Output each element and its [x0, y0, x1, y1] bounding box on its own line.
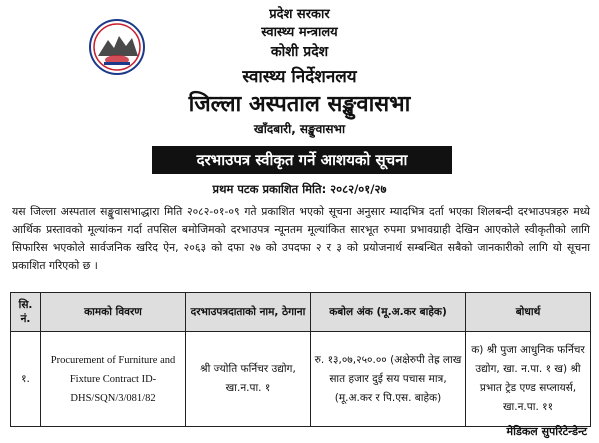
- header-directorate: स्वास्थ्य निर्देशनलय: [242, 67, 357, 87]
- col-header-remarks: बोधार्थ: [466, 293, 591, 332]
- bid-acceptance-table: [10, 292, 591, 427]
- cell-bidder-name: श्री ज्योति फर्निचर उद्योग, खा.न.पा. १: [186, 332, 311, 427]
- publish-date: प्रथम पटक प्रकाशित मिति: २०८२/०१/२७: [212, 182, 387, 196]
- header-province-govt: प्रदेश सरकार: [269, 7, 330, 22]
- cell-bid-amount: रु. १३,०७,२५०.०० (अक्षेरुपी तेह्र लाख सात हजार दुई सय पचास मात्र, (मू.अ.कर र पि.एस. बाहेक): [311, 332, 466, 427]
- notice-title-banner: दरभाउपत्र स्वीकृत गर्ने आशयको सूचना: [152, 146, 452, 174]
- col-header-amount: कबोल अंक (मू.अ.कर बाहेक): [311, 293, 466, 332]
- table-row: [11, 332, 591, 427]
- table-header-row: [11, 293, 591, 332]
- col-header-work: कामको विवरण: [41, 293, 186, 332]
- notice-body-text: यस जिल्ला अस्पताल सङ्खुवासभाद्धारा मिति २०८२-०१-०९ गते प्रकाशित भएको सूचना अनुसार म्यादभित्र दर्ता भएका शिलबन्दी दरभाउपत्रहरु मध्ये आर्थिक प्रस्तावको मूल्यांकन गर्दा तपसिल बमोजिमको दरभाउपत्र न्यूनतम मूल्यांकित सारभूत रुपमा प्रभावग्राही देखिन आएकोले स्वीकृतीको लागि सिफारिस भएकोले सार्वजनिक खरिद ऐन, २०६३ को दफा २७ को उपदफा २ र ३ को प्रयोजनार्थ सम्बन्धित सबैको जानकारीको लागि यो सूचना प्रकाशित गरिएको छ ।: [12, 205, 590, 272]
- header-ministry: स्वास्थ्य मन्त्रालय: [261, 25, 338, 40]
- header-address: खाँदबारी, सङ्खुवासभा: [253, 122, 346, 136]
- col-header-bidder: दरभाउपत्रदाताको नाम, ठेगाना: [186, 293, 311, 332]
- signatory-title: मेडिकल सुपरिटेन्डेन्ट: [506, 425, 587, 438]
- header-province-name: कोशी प्रदेश: [270, 44, 329, 60]
- cell-remarks: क) श्री पुजा आधुनिक फर्निचर उद्योग, खा. न.पा. १ ख) श्री प्रभात ट्रेड एण्ड सप्लायर्स, खा.न.पा. ११: [466, 332, 591, 427]
- cell-sn: १.: [11, 332, 41, 427]
- cell-work-description: Procurement of Furniture and Fixture Contract ID-DHS/SQN/3/081/82: [41, 332, 186, 427]
- header-hospital-name: जिल्ला अस्पताल सङ्खुवासभा: [188, 91, 411, 117]
- col-header-sn: सि. नं.: [11, 293, 41, 332]
